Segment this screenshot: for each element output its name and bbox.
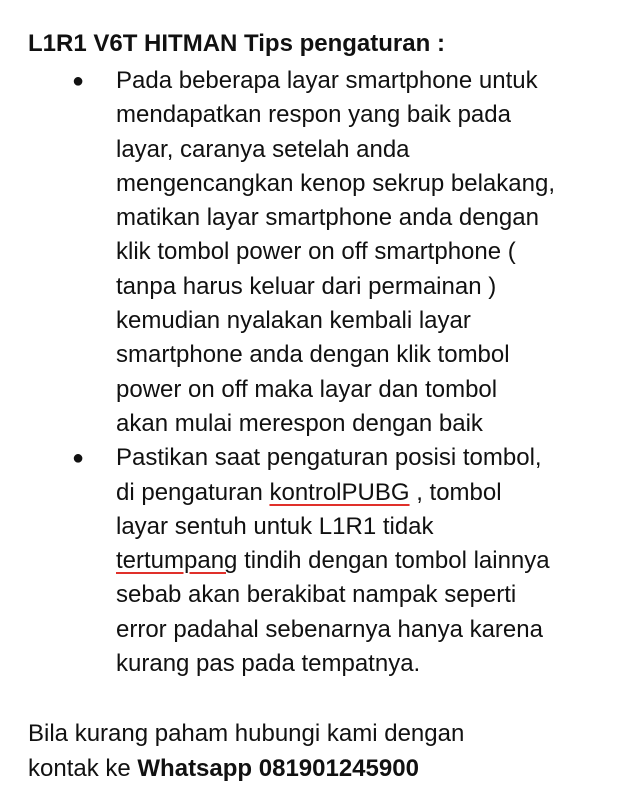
tip2-line: error padahal sebenarnya hanya karena: [116, 615, 543, 643]
tip2-text: tindih dengan tombol lainnya: [237, 547, 550, 575]
contact-prefix: kontak ke: [28, 755, 138, 782]
whatsapp-contact: Whatsapp 081901245900: [137, 755, 419, 782]
tip1-line: kemudian nyalakan kembali layar: [116, 307, 471, 335]
tip1-line: klik tombol power on off smartphone (: [116, 238, 516, 266]
tip1-line: mendapatkan respon yang baik pada: [116, 101, 511, 129]
tip1-line: power on off maka layar dan tombol: [116, 375, 498, 403]
document-heading: L1R1 V6T HITMAN Tips pengaturan :: [28, 30, 445, 57]
tip2-text: di pengaturan: [116, 478, 270, 506]
tip1-line: matikan layar smartphone anda dengan: [116, 204, 539, 232]
spellcheck-flagged-word[interactable]: tertumpang: [116, 547, 238, 575]
tip2-line: [116, 476, 633, 510]
tip2-line: sebab akan berakibat nampak seperti: [116, 581, 517, 609]
spellcheck-flagged-word[interactable]: kontrolPUBG: [269, 478, 410, 506]
tip2-line: kurang pas pada tempatnya.: [116, 650, 421, 678]
tips-list: [28, 64, 633, 681]
tip2-line: layar sentuh untuk L1R1 tidak: [116, 512, 434, 540]
tip1-line: tanpa harus keluar dari permainan ): [116, 272, 497, 300]
tip1-line: Pada beberapa layar smartphone untuk: [116, 67, 538, 94]
tip-item-1: [28, 64, 633, 441]
document: [28, 28, 633, 681]
tip2-line: Pastikan saat pengaturan posisi tombol,: [116, 444, 542, 472]
bullet-icon: ●: [72, 447, 85, 470]
tip1-line: layar, caranya setelah anda: [116, 135, 410, 163]
tip1-line: akan mulai merespon dengan baik: [116, 409, 483, 437]
tip2-line: [116, 544, 633, 578]
tip-item-2: [28, 441, 633, 681]
contact-footer: [28, 716, 464, 786]
footer-line: Bila kurang paham hubungi kami dengan: [28, 720, 465, 747]
tip1-line: smartphone anda dengan klik tombol: [116, 341, 510, 369]
footer-line: [28, 751, 464, 786]
bullet-icon: ●: [72, 70, 85, 92]
tip1-line: mengencangkan kenop sekrup belakang,: [116, 169, 555, 197]
tip2-text: , tombol: [409, 478, 502, 506]
